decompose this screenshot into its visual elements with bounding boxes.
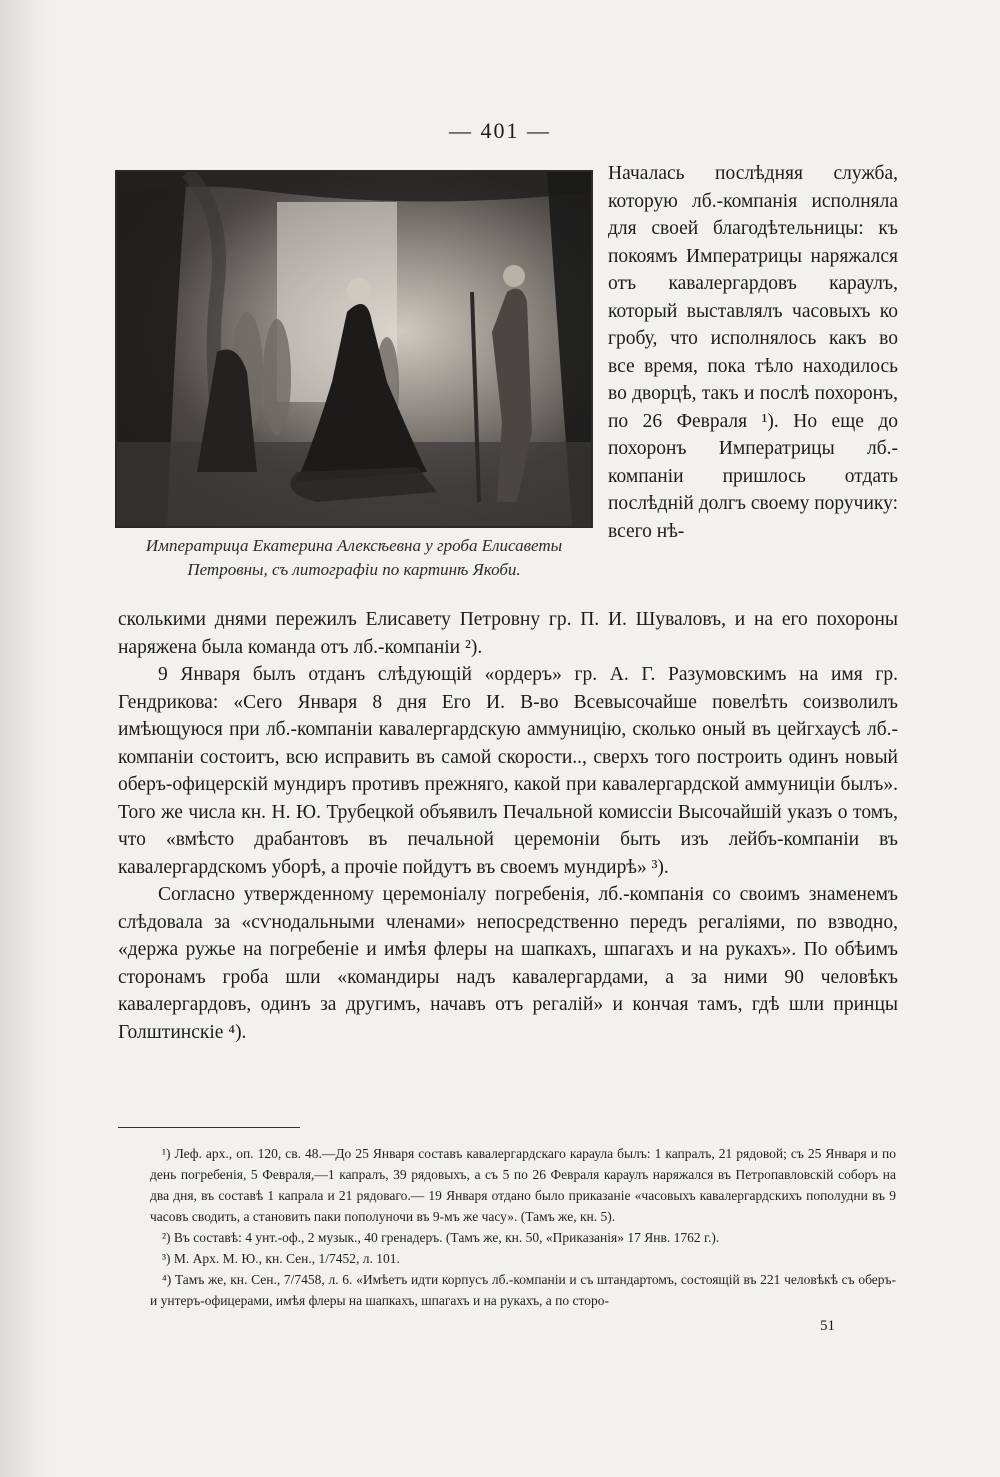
lithograph-image xyxy=(117,172,591,526)
illustration-plate xyxy=(115,170,593,528)
side-column-text: Началась послѣдняя служба, которую лб.-компанія исполняла для своей благодѣтельницы: къ покоямъ Императрицы наряжался отъ кавалергардовъ караулъ, который выставлялъ часовыхъ ко гробу, что исполнялось какъ во все время, пока тѣло находилось во дворцѣ, такъ и послѣ похоронъ, по 26 Февраля ¹). Но еще до похоронъ Императрицы лб.-компаніи пришлось отдать послѣдній долгъ своему поручику: всего нѣ- xyxy=(608,163,898,542)
footnotes xyxy=(150,1143,896,1311)
footnote-divider xyxy=(118,1127,300,1128)
page-number: — 401 — xyxy=(449,118,551,143)
illustration-caption: Императрица Екатерина Алексѣевна у гроба Елисаветы Петровны, съ литографіи по картинѣ Якоби. xyxy=(145,536,563,579)
footnote: ³) М. Арх. М. Ю., кн. Сен., 1/7452, л. 101. xyxy=(162,1251,400,1266)
main-body-text xyxy=(118,606,898,1046)
sheet-signature: 51 xyxy=(820,1318,835,1334)
paragraph: Согласно утвержденному церемоніалу погребенія, лб.-компанія со своимъ знаменемъ слѣдовала за «сѵнодальными членами» непосредственно передъ регаліями, по взводно, «держа ружье на погребеніе и имѣя флеры на шапкахъ, шпагахъ и на рукахъ». По обѣимъ сторонамъ гроба шли «командиры надъ кавалергардами, а за ними 90 человѣкъ кавалергардовъ, одинъ за другимъ, начавъ отъ регалій» и кончая тамъ, гдѣ шли принцы Голштинскіе ⁴). xyxy=(118,884,898,1043)
footnote: ²) Въ составѣ: 4 унт.-оф., 2 музык., 40 гренадеръ. (Тамъ же, кн. 50, «Приказанія» 17 Янв. 1762 г.). xyxy=(162,1230,720,1245)
footnote: ⁴) Тамъ же, кн. Сен., 7/7458, л. 6. «Имѣетъ идти корпусъ лб.-компаніи и съ штандартомъ, состоящій въ 221 человѣкѣ съ оберъ- и унтеръ-офицерами, имѣя флеры на шапкахъ, шпагахъ и на рукахъ, а по сторо- xyxy=(150,1272,896,1308)
paragraph: 9 Января былъ отданъ слѣдующій «ордеръ» гр. А. Г. Разумовскимъ на имя гр. Гендрикова: «Сего Января 8 дня Его И. В-во Всевысочайше повелѣть соизволилъ имѣющуюся при лб.-компаніи кавалергардскую аммуницію, сколько оный въ цейгхаусѣ лб.-компаніи состоитъ, всю исправить въ самой скорости.., сверхъ того построить одинъ новый оберъ-офицерскій мундиръ противъ прежняго, какой при кавалергардской аммуниціи былъ». Того же числа кн. Н. Ю. Трубецкой объявилъ Печальной комиссіи Высочайшій указъ о томъ, что «вмѣсто драбантовъ въ печальной церемоніи быть изъ лейбъ-компаніи въ кавалергардскомъ уборѣ, а прочіе пойдутъ въ своемъ мундирѣ» ³). xyxy=(118,664,898,878)
page-edge-shadow xyxy=(0,0,60,1477)
footnote: ¹) Леф. арх., оп. 120, св. 48.—До 25 Января составъ кавалергардскаго караула былъ: 1 капралъ, 21 рядовой; съ 25 Января и по день погребенія, 5 Февраля,—1 капралъ, 39 рядовыхъ, а съ 5 по 26 Февраля караулъ наряжался въ Петропавловскій соборъ на два дня, въ составѣ 1 капрала и 21 рядоваго.— 19 Января отдано было приказаніе «часовыхъ кавалергардскихъ пополудни въ 9 часовъ сводить, а становить паки пополуночи въ 9-мъ же часу». (Тамъ же, кн. 5). xyxy=(150,1146,896,1224)
illustration-figure xyxy=(115,170,593,582)
paragraph: сколькими днями пережилъ Елисавету Петровну гр. П. И. Шуваловъ, и на его похороны наряжена была команда отъ лб.-компаніи ²). xyxy=(118,609,898,658)
